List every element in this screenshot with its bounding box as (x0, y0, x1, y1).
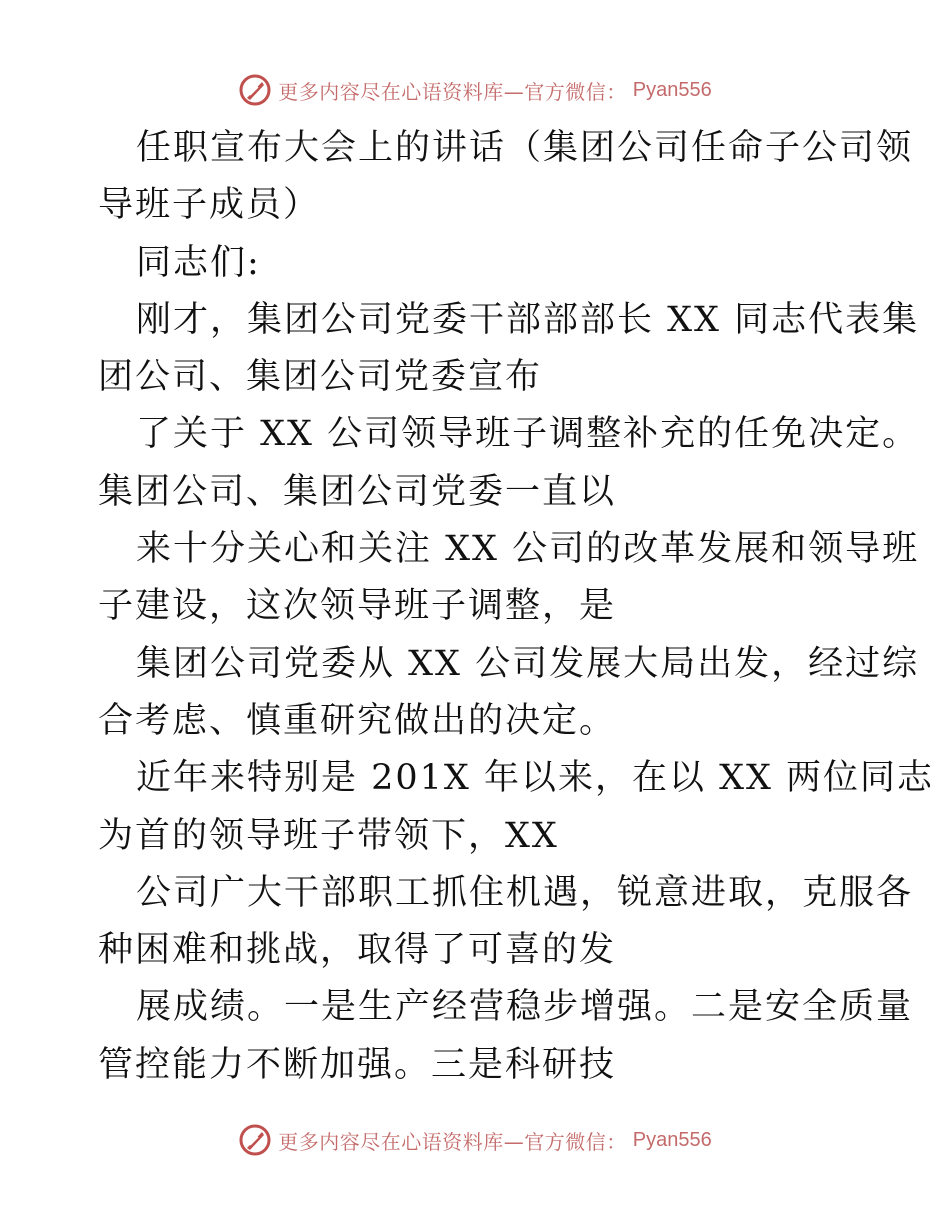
text-line: 展成绩。一是生产经营稳步增强。二是安全质量 (136, 987, 914, 1028)
text-line: 了关于 XX 公司领导班子调整补充的任免决定。 (136, 414, 920, 455)
text-line: 来十分关心和关注 XX 公司的改革发展和领导班 (136, 529, 920, 570)
watermark-text: 更多内容尽在心语资料库—官方微信： (278, 79, 627, 104)
watermark-wechat-id: Pyan556 (632, 78, 712, 101)
header-watermark (0, 70, 950, 110)
watermark-wechat-id: Pyan556 (632, 1128, 712, 1151)
text-line: 管控能力不断加强。三是科研技 (98, 1044, 617, 1085)
text-line: 同志们: (136, 242, 261, 283)
text-line: 近年来特别是 201X 年以来，在以 XX 两位同志 (136, 758, 935, 799)
text-line: 种困难和挑战，取得了可喜的发 (98, 930, 617, 971)
text-line: 团公司、集团公司党委宣布 (98, 357, 543, 398)
text-line: 为首的领导班子带领下，XX (98, 815, 559, 856)
text-line: 集团公司、集团公司党委一直以 (98, 471, 617, 512)
text-line: 集团公司党委从 XX 公司发展大局出发，经过综 (136, 643, 920, 684)
text-line: 导班子成员） (98, 185, 321, 226)
footer-watermark (0, 1120, 950, 1160)
document-body (98, 120, 935, 1094)
quill-logo-icon (238, 1123, 272, 1157)
quill-logo-icon (238, 73, 272, 107)
text-line: 刚才，集团公司党委干部部部长 XX 同志代表集 (136, 299, 920, 340)
text-line: 任职宣布大会上的讲话（集团公司任命子公司领 (136, 128, 914, 168)
text-line: 公司广大干部职工抓住机遇，锐意进取，克服各 (136, 872, 914, 913)
watermark-text: 更多内容尽在心语资料库—官方微信： (278, 1129, 627, 1154)
text-line: 合考虑、慎重研究做出的决定。 (98, 700, 617, 741)
text-line: 子建设，这次领导班子调整，是 (98, 586, 617, 627)
